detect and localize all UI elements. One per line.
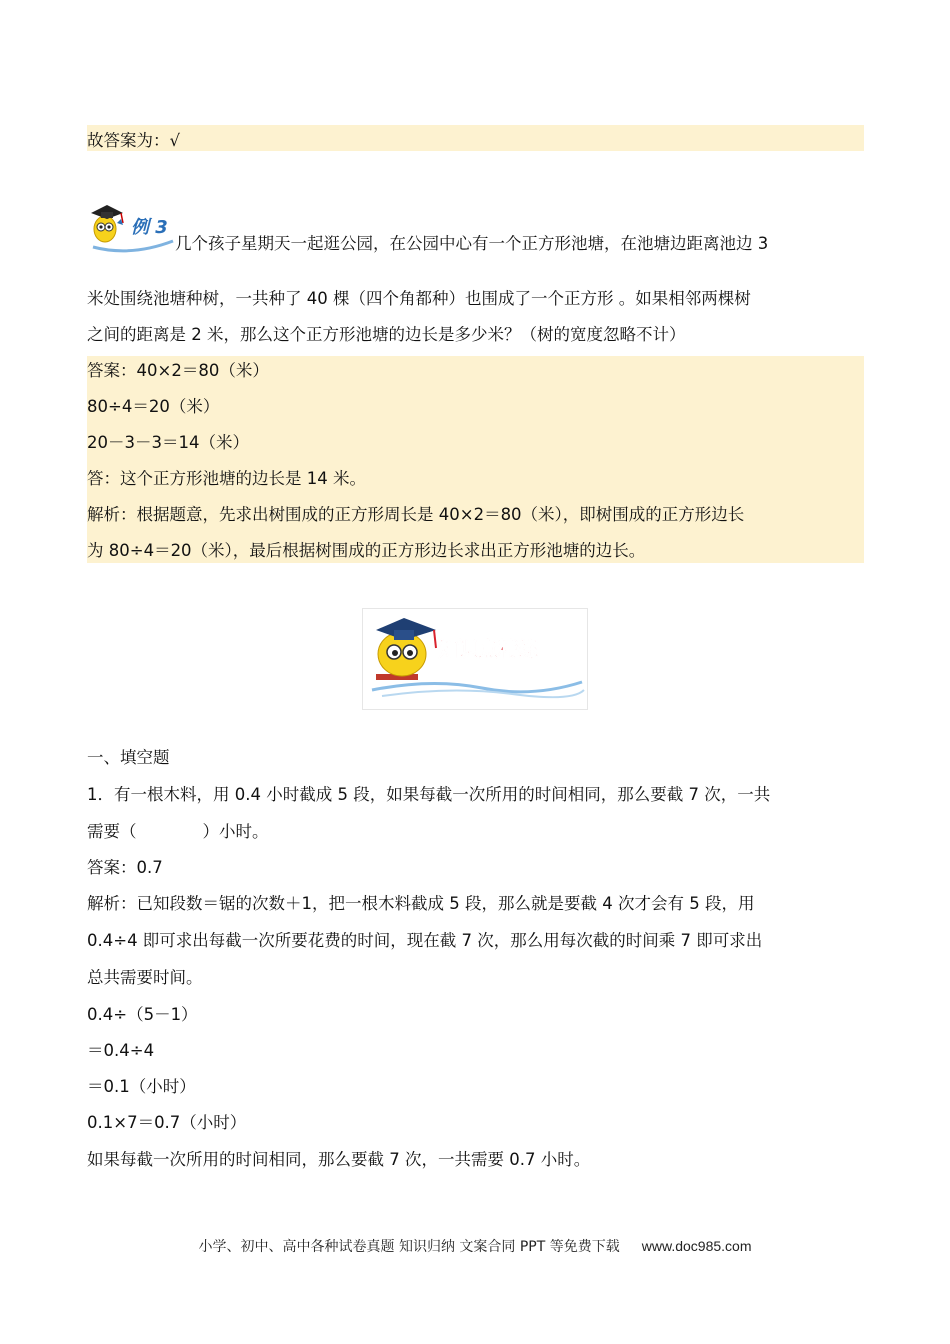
q1-line-1: 1．有一根木料，用 0.4 小时截成 5 段，如果每截一次所用的时间相同，那么要截 7 次，一共	[87, 785, 771, 804]
q1-calc-line-2: ＝0.4÷4	[87, 1041, 155, 1060]
q1-calc-line-4: 0.1×7＝0.7（小时）	[87, 1113, 247, 1132]
q1-conclusion: 如果每截一次所用的时间相同，那么要截 7 次，一共需要 0.7 小时。	[87, 1150, 591, 1169]
q1-answer: 答案：0.7	[87, 858, 163, 877]
q1-analysis-line-1: 解析：已知段数＝锯的次数＋1，把一根木料截成 5 段，那么就是要截 4 次才会有 5 段，用	[87, 894, 755, 913]
page-footer	[0, 1236, 950, 1256]
q1-analysis-line-2: 0.4÷4 即可求出每截一次所要花费的时间，现在截 7 次，那么用每次截的时间乘 7 即可求出	[87, 931, 763, 950]
answer-line-3: 20－3－3＝14（米）	[87, 433, 249, 452]
footer-url[interactable]: www.doc985.com	[641, 1238, 752, 1254]
answer-highlight-top	[87, 125, 864, 151]
q1-line-2: 需要（ ）小时。	[87, 822, 269, 841]
badge-label: 例 3	[131, 217, 168, 238]
footer-text: 小学、初中、高中各种试卷真题 知识归纳 文案合同 PPT 等免费下载	[198, 1239, 620, 1255]
analysis-line-2: 为 80÷4＝20（米），最后根据树围成的正方形边长求出正方形池塘的边长。	[87, 541, 646, 560]
answer-line-4: 答：这个正方形池塘的边长是 14 米。	[87, 469, 366, 488]
example-answer-block	[87, 356, 864, 563]
q1-calc-line-3: ＝0.1（小时）	[87, 1077, 196, 1096]
banner-graphic	[362, 608, 588, 710]
top-answer-text: 故答案为：√	[87, 131, 181, 150]
q1-analysis-line-3: 总共需要时间。	[87, 968, 203, 987]
answer-line-2: 80÷4＝20（米）	[87, 397, 220, 416]
analysis-line-1: 解析：根据题意，先求出树围成的正方形周长是 40×2＝80（米），即树围成的正方形边长	[87, 505, 745, 524]
question-line-3: 之间的距离是 2 米，那么这个正方形池塘的边长是多少米？（树的宽度忽略不计）	[87, 325, 686, 344]
answer-line-1: 答案：40×2＝80（米）	[87, 361, 269, 380]
knowledge-practice-banner	[362, 608, 588, 710]
mascot-icon	[87, 197, 175, 253]
q1-calc-line-1: 0.4÷（5－1）	[87, 1005, 198, 1024]
banner-title: 知识点精练	[438, 637, 538, 661]
question-line-2: 米处围绕池塘种树，一共种了 40 棵（四个角都种）也围成了一个正方形 。如果相邻两棵树	[87, 289, 751, 308]
section-title: 一、填空题	[87, 748, 170, 767]
example-badge	[87, 197, 175, 253]
question-line-1: 几个孩子星期天一起逛公园，在公园中心有一个正方形池塘，在池塘边距离池边 3	[175, 234, 769, 253]
